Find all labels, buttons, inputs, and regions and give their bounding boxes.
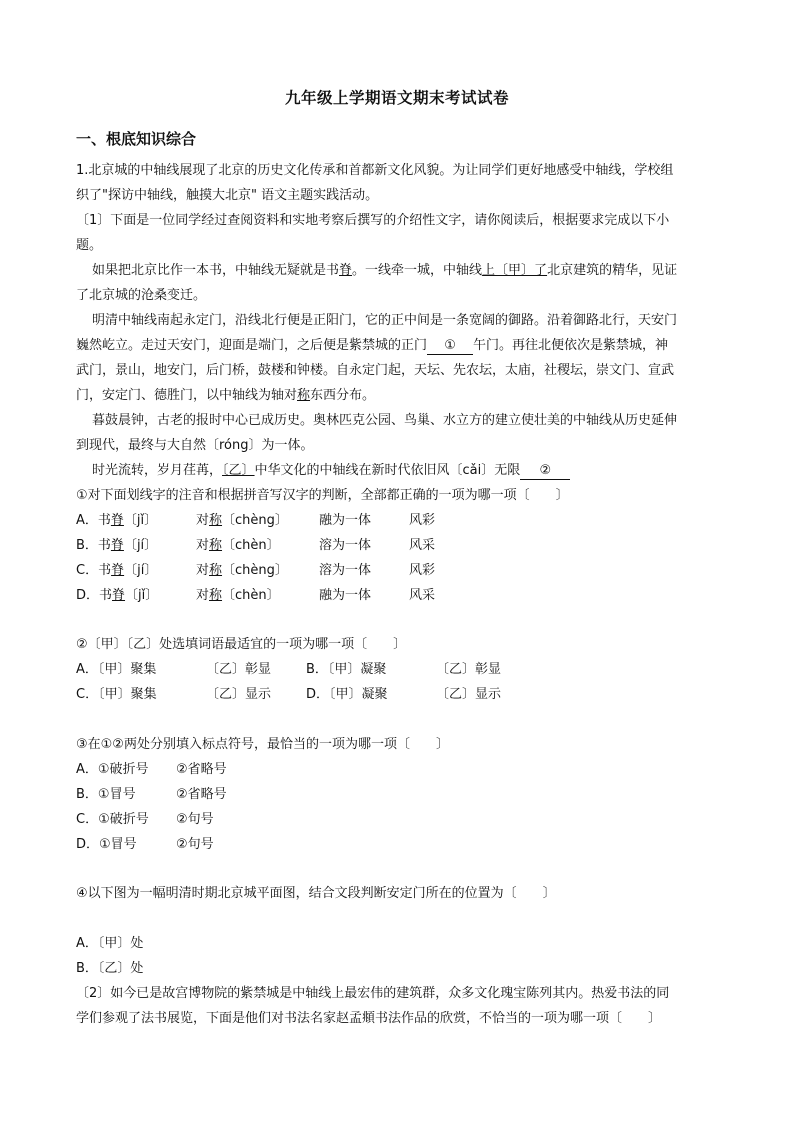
pinyin: 〔chèn〕 [222,588,280,603]
passage-text: 东西分布。 [310,388,376,403]
pinyin: 〔chèn〕 [222,538,280,553]
option-row [76,562,469,580]
pinyin: 〔jí〕 [124,563,158,578]
section-heading: 一、根底知识综合 [76,130,197,148]
passage-line: 暮鼓晨钟，古老的报时中心已成历史。奥林匹克公园、鸟巢、水立方的建立使壮美的中轴线从历史延伸 [92,413,678,428]
option-row [76,761,227,779]
passage-line [92,462,570,480]
underlined-char: 称 [209,513,223,528]
passage-line: 到现代，最终与大自然〔róng〕为一体。 [76,438,314,453]
pinyin: 〔jǐ〕 [125,588,159,603]
passage-text: 门，安定门、德胜门，以中轴线为轴对 [76,388,298,403]
question-stem: 〔2〕如今已是故宫博物院的紫禁城是中轴线上最宏伟的建筑群，众多文化瑰宝陈列其内。热爱书法的同 [76,986,670,1001]
option-b: B．〔乙〕处 [76,961,144,976]
passage-line: 了北京城的沧桑变迁。 [76,288,207,303]
question-stem: ①对下面划线字的注音和根据拼音写汉字的判断，全部都正确的一项为哪一项〔 〕 [76,488,569,503]
option-label: D．书 [76,588,113,603]
passage-line [92,262,677,280]
option-text: 对 [196,513,210,528]
option-label: A．书 [76,513,111,528]
option-word: 融为一体 [319,513,372,528]
option-text: 对 [196,538,210,553]
pinyin: 〔jí〕 [123,538,158,553]
option-d-yi: 〔乙〕显示 [436,687,502,702]
pinyin: 〔chèng〕 [222,513,288,528]
option-text: 对 [196,563,210,578]
underlined-char: 脊 [112,588,126,603]
underlined-char: 称 [209,538,223,553]
underlined-char: 脊 [339,263,353,278]
option-word: 溶为一体 [319,538,372,553]
option-label: A．①破折号 [76,762,149,777]
passage-text: 中华文化的中轴线在新时代依旧风〔cǎi〕无限 [254,463,521,478]
option-row [76,686,516,704]
option-b-yi: 〔乙〕彰显 [436,662,502,677]
option-word: 风采 [409,538,436,553]
option-row [76,512,469,530]
underlined-char: 脊 [111,563,125,578]
intro-line-1: 1.北京城的中轴线展现了北京的历史文化传承和首都新文化风貌。为让同学们更好地感受中轴线，学校组 [76,163,674,178]
option-row [76,836,214,854]
option-d: D．〔甲〕凝聚 [306,687,388,702]
passage-text: 北京建筑的精华，见证 [547,263,678,278]
passage-text: 午门。再往北便依次是紫禁城，神 [473,338,669,353]
option-row [76,811,214,829]
option-c-yi: 〔乙〕显示 [206,687,272,702]
question-stem: ③在①②两处分别填入标点符号，最恰当的一项为哪一项〔 〕 [76,737,449,752]
option-word: 溶为一体 [319,563,372,578]
underlined-char: 脊 [110,538,124,553]
option-row [76,661,516,679]
underlined-char: 称 [209,588,223,603]
blank-yi: 〔乙〕 [222,463,255,478]
option-label: D．①冒号 [76,837,137,852]
option-label: C．①破折号 [76,812,149,827]
option-text: ②句号 [176,837,214,852]
option-row [76,786,227,804]
question-stem: ④以下图为一幅明清时期北京城平面图，结合文段判断安定门所在的位置为〔 〕 [76,886,556,901]
option-label: C．书 [76,563,112,578]
option-text: 对 [196,588,210,603]
option-text: ②省略号 [176,762,227,777]
intro-line-2: 织了"探访中轴线，触摸大北京" 语文主题实践活动。 [76,188,379,203]
option-word: 风彩 [409,563,436,578]
underlined-char: 称 [209,563,223,578]
option-a: A．〔甲〕处 [76,936,144,951]
option-row [76,587,469,605]
passage-line: 明清中轴线南起永定门，沿线北行便是正阳门，它的正中间是一条宽阔的御路。沿着御路北行，天安门 [92,313,678,328]
passage-text: 时光流转，岁月荏苒， [92,463,223,478]
option-row [76,537,469,555]
passage-text: 如果把北京比作一本书，中轴线无疑就是书 [92,263,340,278]
underlined-char: 称 [297,388,311,403]
question-stem: ②〔甲〕〔乙〕处选填词语最适宜的一项为哪一项〔 〕 [76,637,407,652]
option-word: 融为一体 [319,588,372,603]
option-label: B．①冒号 [76,787,136,802]
intro-line-4: 题。 [76,238,103,253]
option-a: A．〔甲〕聚集 [76,662,157,677]
option-text: ②省略号 [176,787,227,802]
passage-line [76,387,375,405]
option-word: 风采 [409,588,436,603]
passage-line [76,337,668,355]
blank-2: ② [520,463,570,480]
passage-line: 武门，景山，地安门，后门桥，鼓楼和钟楼。自永定门起，天坛、先农坛，太庙，社稷坛，崇文门、宣武 [76,363,675,378]
option-b: B．〔甲〕凝聚 [306,662,387,677]
passage-text: 巍然屹立。走过天安门，迎面是端门，之后便是紫禁城的正门 [76,338,428,353]
option-a-yi: 〔乙〕彰显 [206,662,272,677]
passage-text: 。一线牵一城，中轴线 [352,263,483,278]
blank-1: ① [427,338,473,355]
option-word: 风彩 [409,513,436,528]
blank-jia: 上〔甲〕了 [482,263,548,278]
option-text: ②句号 [176,812,214,827]
question-stem: 学们参观了法书展览，下面是他们对书法名家赵孟頫书法作品的欣赏，不恰当的一项为哪一项〔 〕 [76,1011,662,1026]
pinyin: 〔chèng〕 [222,563,288,578]
pinyin: 〔jǐ〕 [123,513,158,528]
intro-line-3: 〔1〕下面是一位同学经过查阅资料和实地考察后撰写的介绍性文字，请你阅读后，根据要求完成以下小 [76,213,670,228]
option-label: B．书 [76,538,111,553]
option-c: C．〔甲〕聚集 [76,687,157,702]
underlined-char: 脊 [110,513,124,528]
page-title: 九年级上学期语文期末考试试卷 [284,89,509,107]
